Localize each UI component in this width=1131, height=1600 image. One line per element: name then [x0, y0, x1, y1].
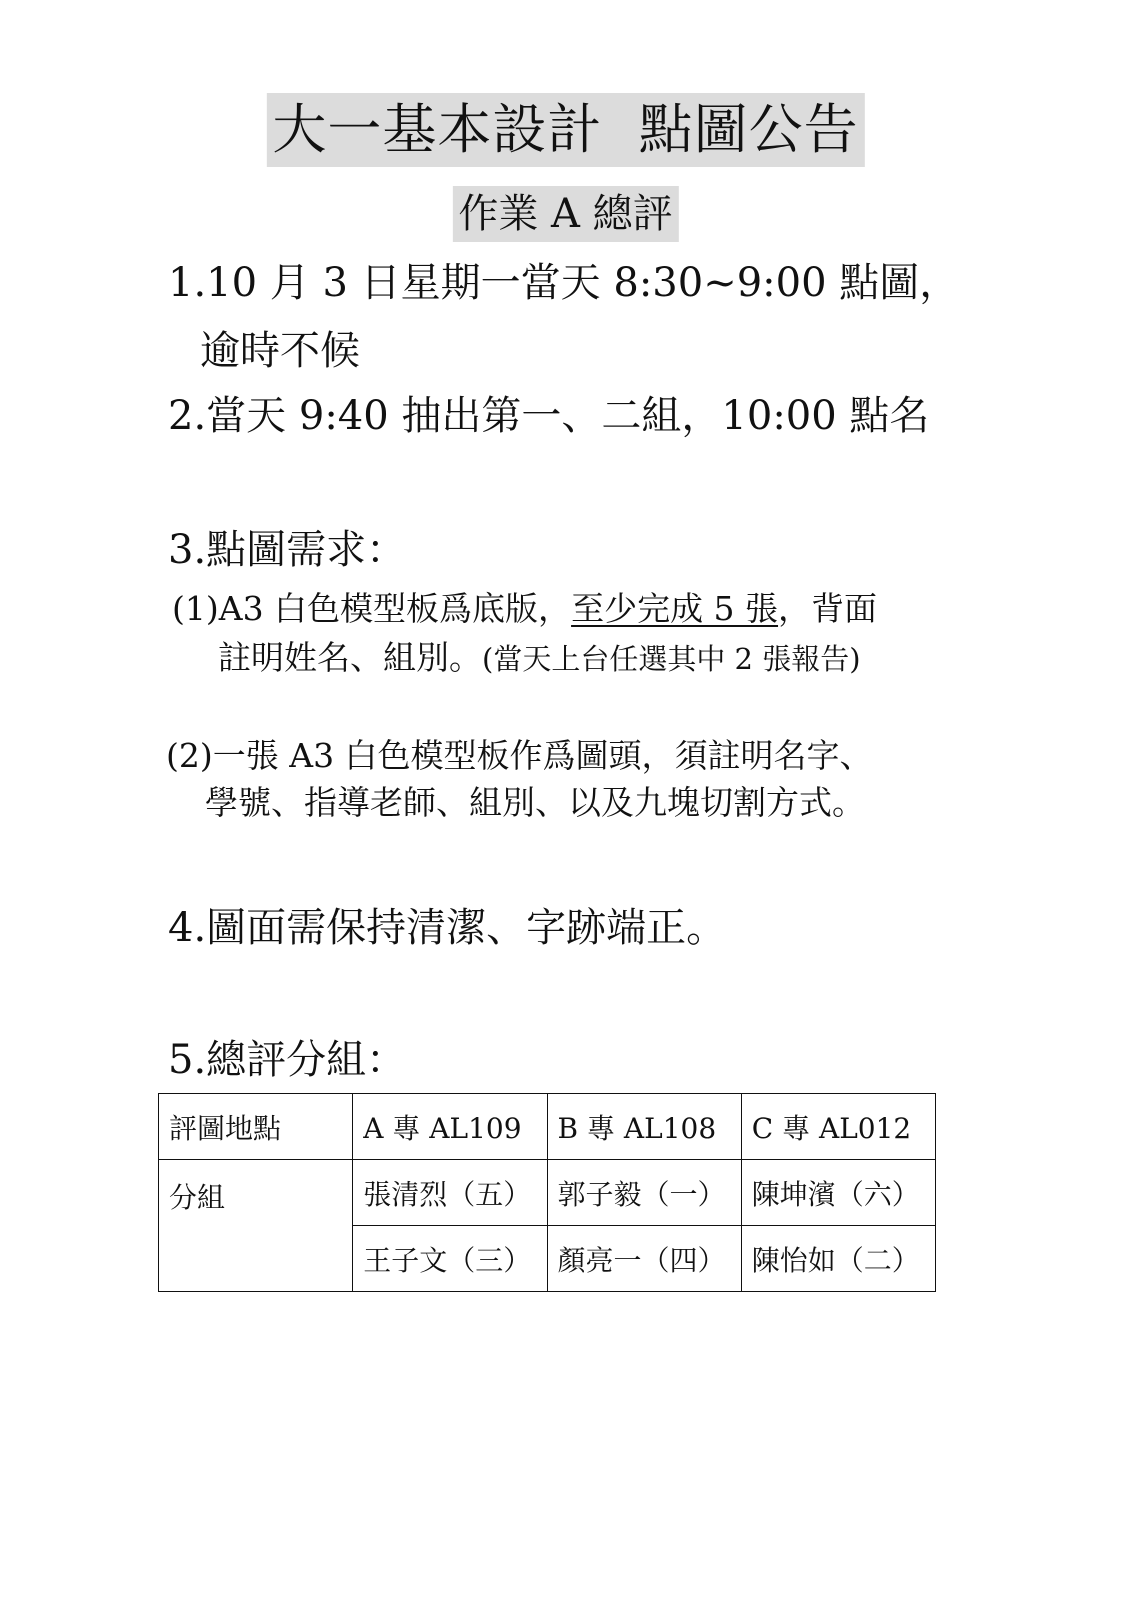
table-cell: 王子文（三）: [353, 1226, 547, 1292]
item3-sub2-line2: 學號、指導老師、組別、以及九塊切割方式。: [205, 783, 865, 822]
item3-sub1-suffix: ，背面: [778, 589, 878, 628]
item3-sub1-line1: [172, 586, 877, 632]
page-title: 大一基本設計 點圖公告: [266, 93, 864, 167]
item3-sub1-underlined: 至少完成 5 張: [571, 589, 779, 628]
table-row: [159, 1094, 936, 1160]
table-cell: 張清烈（五）: [353, 1160, 547, 1226]
table-location-a: A 專 AL109: [353, 1094, 547, 1160]
table-cell: 顏亮一（四）: [547, 1226, 741, 1292]
table-cell: 陳怡如（二）: [741, 1226, 935, 1292]
table-row: [159, 1160, 936, 1226]
item4-text: 4.圖面需保持清潔、字跡端正。: [168, 905, 727, 951]
item3-sub2-line1: (2)一張 A3 白色模型板作爲圖頭，須註明名字、: [166, 736, 873, 775]
item1-line1: 1.10 月 3 日星期一當天 8:30~9:00 點圖，: [168, 260, 960, 306]
table-group-label: 分組: [159, 1160, 353, 1292]
table-cell: 陳坤濱（六）: [741, 1160, 935, 1226]
item3-sub1-line2-main: 註明姓名、組別。: [218, 638, 482, 677]
grouping-table: [158, 1093, 936, 1292]
table-header-label: 評圖地點: [159, 1094, 353, 1160]
item1-line2: 逾時不候: [200, 328, 360, 374]
item3-sub1-line2: [218, 635, 861, 682]
item3-heading: 3.點圖需求：: [168, 527, 407, 573]
item2-text: 2.當天 9:40 抽出第一、二組，10:00 點名: [168, 393, 930, 439]
item3-sub1-line2-paren: (當天上台任選其中 2 張報告): [482, 642, 861, 676]
item5-heading: 5.總評分組：: [168, 1037, 407, 1083]
table-cell: 郭子毅（一）: [547, 1160, 741, 1226]
page-subtitle: 作業 A 總評: [452, 186, 678, 242]
table-location-b: B 專 AL108: [547, 1094, 741, 1160]
table-location-c: C 專 AL012: [741, 1094, 935, 1160]
item3-sub1-prefix: (1)A3 白色模型板爲底版，: [172, 589, 572, 628]
